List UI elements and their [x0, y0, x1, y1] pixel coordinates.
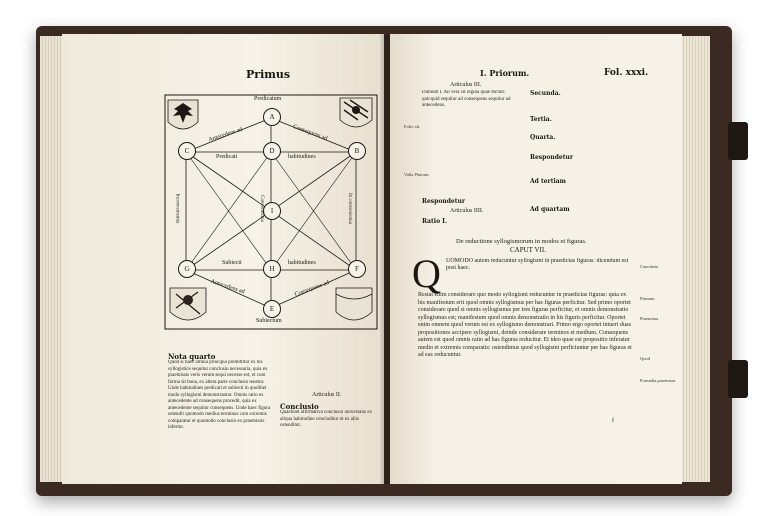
marginal-note: Folio xli. [404, 124, 421, 129]
section-title: De reductione syllogismorum in modos et figuras. [456, 238, 587, 245]
respondetur-1: Respondetur [422, 198, 466, 205]
respondetur-2: Respondetur [530, 154, 574, 161]
left-page-header: Primus [246, 68, 291, 81]
tertia-heading: Tertia. [530, 116, 552, 123]
coat-of-arms-figure [170, 288, 206, 320]
folio-mark: f [612, 418, 614, 424]
chapter-title: CAPUT VII. [510, 246, 546, 254]
diagram-vertical-label: Convenientia [258, 195, 264, 222]
diagram-vertical-label: Inconvenientia [174, 193, 180, 224]
diagram-label: Predicati [216, 154, 238, 160]
conclusio-heading: Conclusio [280, 402, 319, 411]
secunda-heading: Secunda. [530, 90, 561, 97]
nota-text: Quod si haec omnia principia premittitur ex his syllogistice sequitur conclusio necessaria, quia ex praemissis veris verum sequi necesse est; et cum forma sit bona, ex altera parte conclusio tenetur. Unde habitudines predicati et subiecti in quolibet modo syllogismi demonstrantur. Omnis ratio ex antecedente ad consequens procedit, quia ex antecedente sequitur consequens. Unde haec figura ostendit quomodo medius terminus cum extremis comparatur et quomodo conclusio ex praemissis infertur. [168, 360, 271, 430]
right-page-header-right: Fol. xxxi. [604, 68, 649, 78]
marginal-note: Primum [640, 296, 655, 301]
coat-of-arms-shield [336, 288, 372, 320]
dubium-text: Dubium I. An vera sit regula quae dicitur: quicquid sequitur ad consequens sequitur ad antecedens. [422, 90, 511, 108]
marginal-note: Valla Platonis [404, 172, 429, 177]
drop-cap: Q [412, 251, 441, 296]
marginal-note: Quod [640, 356, 650, 361]
nota-heading: Nota quarto [168, 352, 216, 361]
diagram-node: I [263, 202, 281, 220]
diagram-top-label: Predicatum [254, 96, 282, 102]
ad-tertiam-heading: Ad tertiam [530, 178, 566, 185]
diagram-node: A [263, 108, 281, 126]
page-edges-right [680, 36, 710, 482]
quarta-heading: Quarta. [530, 134, 556, 141]
diagram-label: Antecedens ad [207, 126, 244, 144]
diagram-label: habitudines [288, 260, 316, 266]
diagram-node: E [263, 300, 281, 318]
articulus-ii: Articulus II. [312, 392, 342, 398]
body-text: Restat enim considerare quo modo syllogismi reducuntur in praedictas figuras: quia ex his manifestum erit quod omnis syllogismus per has figuras perficitur. Sed primo oportet considerare quod si omnis syllogismus per tres figuras perficitur, et omnis demonstratio syllogismus est; manifestum quod omnis demonstratio in his figuris perficitur. Oportet enim omnem quod verum est ex syllogismo demonstrari. Primo ergo oportet intueri duas propositiones accipere syllogismi, deinde considerare terminos et medium. Consequens autem est quod omnis ratio ad has figuras reducitur. Et ideo quae est propositio inferatur medio et extremis comparatis: ostendimus quod syllogismi perficiuntur per has figuras et ad eas reducuntur. [418, 292, 632, 358]
ad-quartam-heading: Ad quartam [530, 206, 570, 213]
articulus-iiii: Articulus IIII. [450, 208, 484, 214]
diagram-label: Consequens ad [292, 123, 329, 143]
diagram-bottom-label: Subiectum [256, 318, 282, 324]
diagram-vertical-label: In convenientia [346, 193, 352, 224]
right-page-header-left: I. Priorum. [480, 68, 530, 78]
marginal-note: Praemissa [640, 316, 659, 321]
diagram-node: G [178, 260, 196, 278]
logic-diagram [164, 94, 378, 330]
diagram-label: Consequens ad [294, 279, 331, 299]
diagram-node: D [263, 142, 281, 160]
conclusio-text: Quaelibet affirmativa conclusio universalis ex aliqua habitudine concluditur et ex aliis ostenditur. [280, 410, 373, 428]
ratio-heading: Ratio I. [422, 218, 448, 225]
diagram-label: Antecedens ad [209, 278, 246, 296]
articulus-iii: Articulus III. [450, 82, 482, 88]
diagram-label: Subiecti [222, 260, 242, 266]
coat-of-arms-eagle [168, 100, 198, 129]
clasp-lower [728, 360, 748, 398]
diagram-node: H [263, 260, 281, 278]
diagram-node: C [178, 142, 196, 160]
diagram-node: B [348, 142, 366, 160]
coat-of-arms-lion [340, 98, 372, 127]
diagram-label: habitudines [288, 154, 316, 160]
body-start: UOMODO autem reducuntur syllogismi in praedictas figuras: dicendum est post haec. [446, 258, 629, 271]
marginal-note: Formalia praemissa [640, 378, 676, 383]
diagram-node: F [348, 260, 366, 278]
clasp-upper [728, 122, 748, 160]
marginal-note: Conclusio [640, 264, 659, 269]
